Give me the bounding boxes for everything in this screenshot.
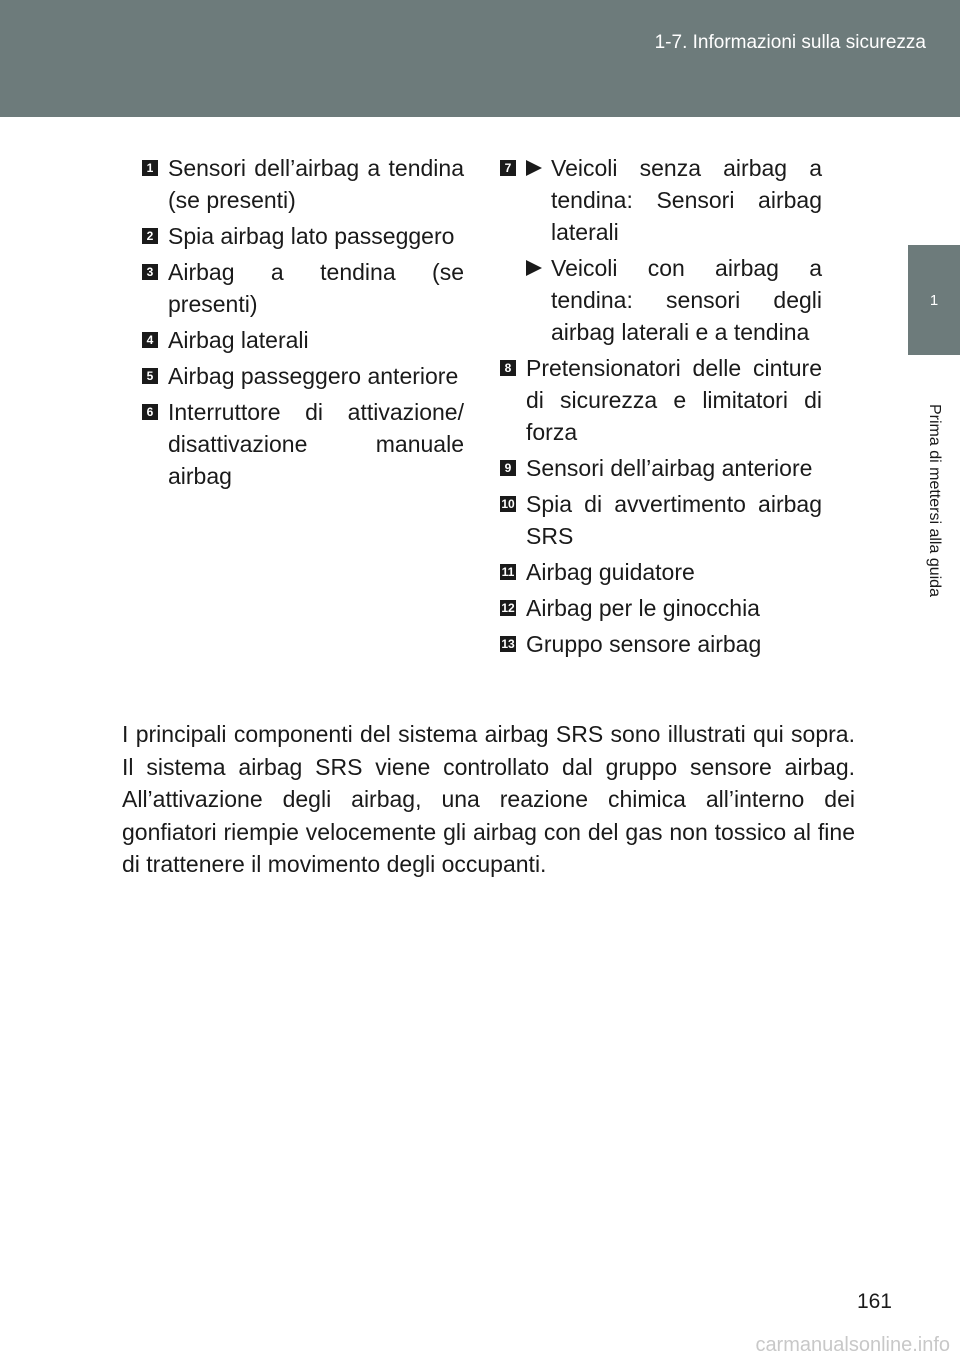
item-text: Spia airbag lato passeggero (168, 223, 455, 249)
legend-subitem (500, 252, 822, 348)
item-number-badge: 12 (501, 601, 515, 615)
legend-item (500, 592, 822, 624)
item-text: Airbag a tendina (se presenti) (168, 259, 464, 317)
triangle-bullet-icon (526, 160, 542, 176)
item-number-badge: 10 (501, 497, 515, 511)
item-text: Veicoli senza airbag a tendina: Sensori airbag laterali (551, 155, 822, 245)
legend-item (142, 360, 464, 392)
chapter-label: Prima di mettersi alla guida (926, 403, 943, 597)
item-number-badge: 13 (501, 637, 515, 651)
section-title: 1-7. Informazioni sulla sicurezza (654, 32, 926, 53)
item-text: Spia di avvertimento airbag SRS (526, 491, 822, 549)
item-number-badge: 3 (142, 264, 158, 280)
item-text: Gruppo sensore airbag (526, 631, 762, 657)
item-text: Airbag guidatore (526, 559, 695, 585)
item-text: Veicoli con airbag a tendina: sensori degli airbag laterali e a tendina (551, 255, 822, 345)
legend-item (500, 628, 822, 660)
item-number-badge: 8 (500, 360, 516, 376)
legend-item (500, 488, 822, 552)
item-number-badge: 7 (500, 160, 516, 176)
legend-item (142, 152, 464, 216)
legend-item (142, 220, 464, 252)
item-number-badge: 11 (501, 565, 515, 579)
legend-right-column (500, 152, 822, 664)
legend-left-column (142, 152, 464, 496)
page-number: 161 (856, 1290, 892, 1313)
item-text: Sensori dell’airbag a tendina (se presenti) (168, 155, 464, 213)
item-text: Airbag laterali (168, 327, 309, 353)
item-text: Airbag per le ginocchia (526, 595, 760, 621)
item-number-badge: 1 (142, 160, 158, 176)
item-number-badge: 6 (142, 404, 158, 420)
header-bar (0, 0, 960, 117)
chapter-tab (908, 245, 960, 355)
body-paragraph: I principali componenti del sistema airbag SRS sono illustrati qui sopra. Il sistema airbag SRS viene controllato dal gruppo sensore airbag. All’attivazione degli airbag, una reazione chimica all’interno dei gonfiatori riempie velocemente gli airbag con del gas non tossico al fine di trattenere il movimento degli occupanti. (122, 721, 855, 877)
triangle-bullet-icon (526, 260, 542, 276)
legend-item (500, 152, 822, 348)
item-number-badge: 5 (142, 368, 158, 384)
legend-item (500, 452, 822, 484)
legend-item (142, 324, 464, 356)
legend-item (500, 352, 822, 448)
item-number-badge: 2 (142, 228, 158, 244)
legend-subitem (500, 152, 822, 248)
legend-item (142, 256, 464, 320)
item-text: Pretensionatori delle cinture di sicurezza e limitatori di forza (526, 355, 822, 445)
item-number-badge: 9 (500, 460, 516, 476)
item-text: Airbag passeggero anteriore (168, 363, 459, 389)
chapter-number: 1 (929, 291, 939, 309)
item-text: Sensori dell’airbag anteriore (526, 455, 813, 481)
watermark: carmanualsonline.info (755, 1334, 950, 1356)
item-text: Interruttore di attivazione/ disattivazione manuale airbag (168, 399, 464, 489)
legend-item (500, 556, 822, 588)
item-number-badge: 4 (142, 332, 158, 348)
legend-item (142, 396, 464, 492)
